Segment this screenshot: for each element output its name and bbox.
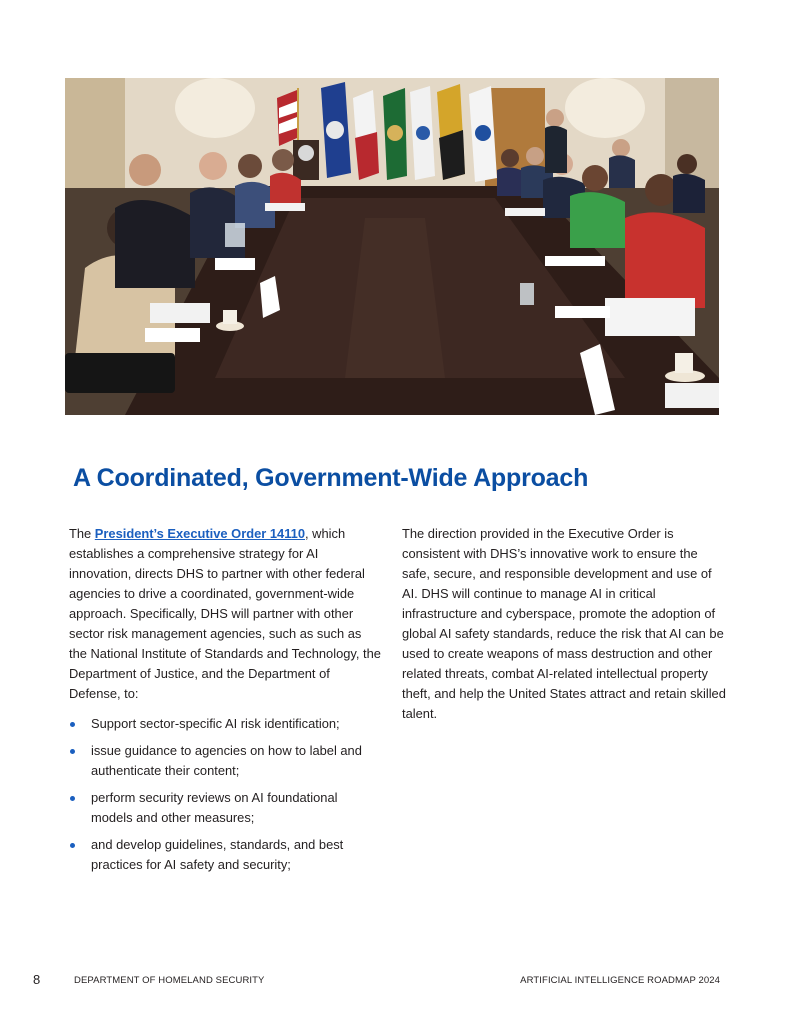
action-list (69, 714, 381, 875)
meeting-photo-illustration (65, 78, 719, 415)
bullet-icon (70, 796, 75, 801)
executive-order-link[interactable]: President’s Executive Order 14110 (94, 526, 305, 541)
footer-left: DEPARTMENT OF HOMELAND SECURITY (74, 975, 265, 986)
bullet-icon (70, 843, 75, 848)
left-column (69, 524, 381, 882)
list-item: issue guidance to agencies on how to label and authenticate their content; (69, 741, 381, 781)
list-item: and develop guidelines, standards, and best practices for AI safety and security; (69, 835, 381, 875)
bullet-icon (70, 749, 75, 754)
intro-before-link: The (69, 526, 95, 541)
bullet-icon (70, 722, 75, 727)
list-item: perform security reviews on AI foundational models and other measures; (69, 788, 381, 828)
intro-after-link: , which establishes a comprehensive strategy for AI innovation, directs DHS to partner with other federal agencies to drive a coordinated, government-wide approach. Specifically, DHS will partner with other sector risk management agencies, such as such as the National Institute of Standards and Technology, the Department of Justice, and the Department of Defense, to: (69, 526, 381, 701)
right-column (402, 524, 728, 724)
page-number: 8 (33, 972, 41, 987)
list-item: Support sector-specific AI risk identification; (69, 714, 381, 734)
footer-right: ARTIFICIAL INTELLIGENCE ROADMAP 2024 (520, 975, 720, 986)
direction-paragraph: The direction provided in the Executive Order is consistent with DHS’s innovative work to ensure the safe, secure, and responsible development and use of AI. DHS will continue to manage AI in critical infrastructure and cyberspace, promote the adoption of global AI safety standards, reduce the risk that AI can be used to create weapons of mass destruction and other related threats, combat AI-related intellectual property theft, and help the United States attract and retain skilled talent. (402, 526, 726, 721)
intro-paragraph (69, 524, 381, 704)
section-heading: A Coordinated, Government-Wide Approach (73, 464, 589, 492)
meeting-photo (65, 78, 719, 415)
